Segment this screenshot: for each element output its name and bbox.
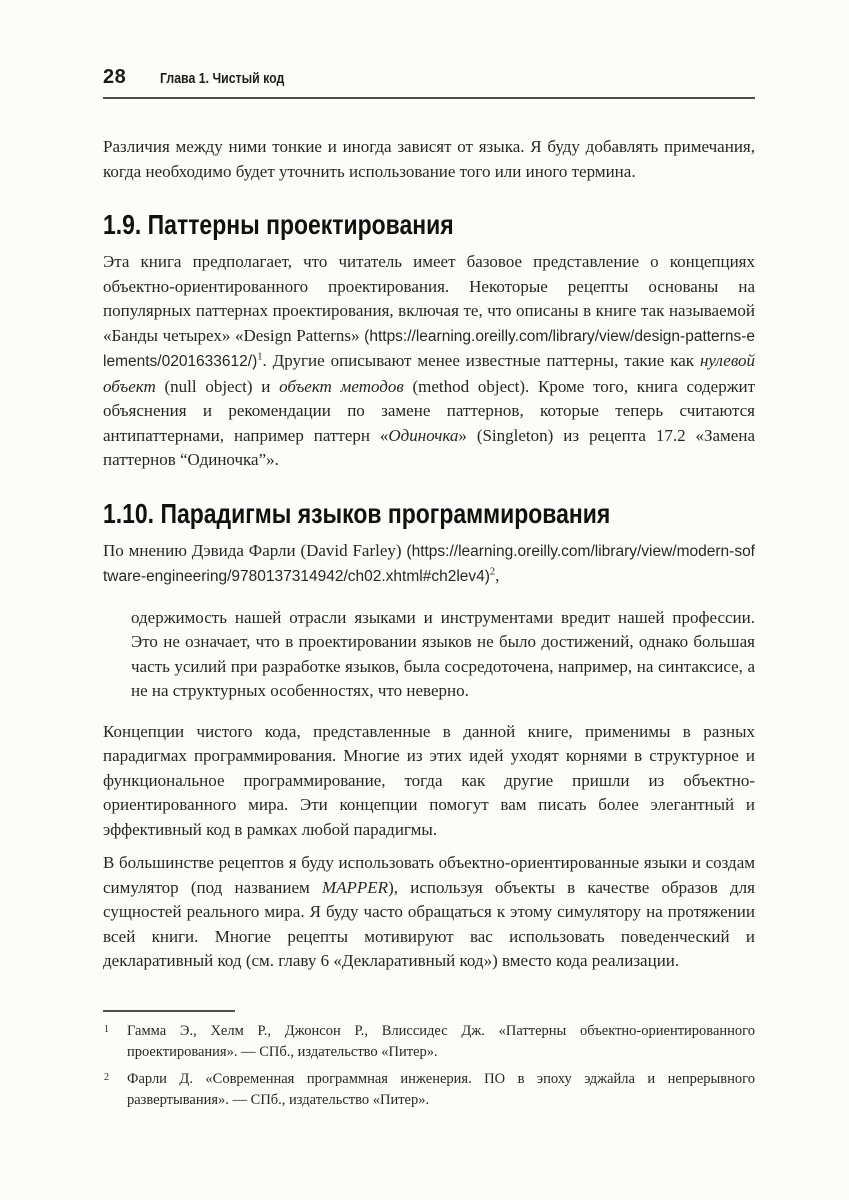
url-text-modern-software-engineering: (https://learning.oreilly.com/library/view/modern-software-engineering/9780137314942/ch02.xhtml#ch2lev4) (103, 542, 755, 585)
block-quote: одержимость нашей отрасли языками и инструментами вредит нашей профессии. Это не означает, что в проектировании языков не было достижений, однако большая часть усилий при разработке языков, была сосредоточена, например, на синтаксисе, а не на структурных особенностях, что неверно. (131, 607, 755, 700)
term-mapper: MAPPER (321, 877, 389, 897)
footnotes-section (103, 1010, 755, 1111)
text-run: . Другие описывают менее известные паттерны, такие как (262, 351, 700, 370)
text-run: (null object) и (155, 376, 280, 396)
section-heading-1-9 (103, 209, 755, 241)
chapter-title (160, 71, 306, 87)
footnote-2-marker: 2 (104, 1072, 109, 1083)
text-run: Эта книга предполагает, что читатель имеет базовое представление о концепциях объектно-ориентированного проектирования. Некоторые рецепты основаны на популярных паттернах проектирования, включая те, что описаны в книге так называемой «Банды четырех» «Design Patterns» (103, 252, 755, 345)
intro-paragraph: Различия между ними тонкие и иногда зависят от языка. Я буду добавлять примечания, когда необходимо будет уточнить использование того или иного термина. (103, 137, 755, 181)
footnote-1-marker: 1 (104, 1024, 109, 1035)
url-text-design-patterns: (https://learning.oreilly.com/library/view/design-patterns-elements/0201633612/) (103, 327, 755, 370)
section-1-10-paragraph-2: Концепции чистого кода, представленные в данной книге, применимы в разных парадигмах программирования. Многие из этих идей уходят корнями в структурное и функциональное программирование, тогда как другие пришли из объектно-ориентированного мира. Эти концепции помогут вам писать более элегантный и эффективный код в рамках любой парадигмы. (103, 721, 755, 839)
page-number: 28 (103, 66, 127, 88)
page-body (103, 135, 755, 974)
chapter-title-text: Глава 1. Чистый код (160, 71, 285, 87)
page-header (103, 66, 755, 99)
section-heading-1-10 (103, 498, 755, 530)
footnote-2-text: Фарли Д. «Современная программная инженерия. ПО в эпоху эджайла и непрерывного развертывания». — СПб., издательство «Питер». (127, 1071, 755, 1108)
footnote-ref-1: 1 (257, 351, 263, 363)
text-run: В большинстве рецептов я буду использовать объектно-ориентированные языки и создам симулятор (под названием (103, 853, 755, 897)
text-run: По мнению Дэвида Фарли (David Farley) (103, 540, 407, 560)
text-run: » (Singleton) из рецепта 17.2 «Замена паттернов “Одиночка”». (103, 425, 755, 469)
section-heading-1-10-text: 1.10. Парадигмы языков программирования (103, 497, 611, 529)
footnote-ref-2: 2 (489, 566, 496, 578)
term-singleton: Одиночка (388, 425, 459, 445)
term-method-object: объект методов (279, 376, 404, 396)
text-run: (method object). Кроме того, книга содержит объяснения и рекомендации по замене паттернов, которые теперь считаются антипаттернами, например паттерн « (103, 376, 755, 445)
footnote-2 (103, 1069, 755, 1111)
text-run: ), используя объекты в качестве образов для сущностей реального мира. Я буду часто обращаться к этому симулятору на протяжении всей книги. Многие рецепты мотивируют вас использовать поведенческий и декларативный код (см. главу 6 «Декларативный код») вместо кода реализации. (103, 877, 755, 970)
text-run: , (495, 566, 500, 585)
section-1-10-lead-paragraph (103, 539, 755, 590)
section-heading-1-9-text: 1.9. Паттерны проектирования (103, 209, 454, 240)
section-1-9-paragraph (103, 250, 755, 473)
footnote-divider (103, 1010, 235, 1012)
footnote-1-text: Гамма Э., Хелм Р., Джонсон Р., Влиссидес Дж. «Паттерны объектно-ориентированного проектирования». — СПб., издательство «Питер». (127, 1023, 755, 1060)
term-null-object: нулевой объект (103, 351, 755, 396)
section-1-10-paragraph-3 (103, 851, 755, 974)
footnote-1 (103, 1021, 755, 1063)
